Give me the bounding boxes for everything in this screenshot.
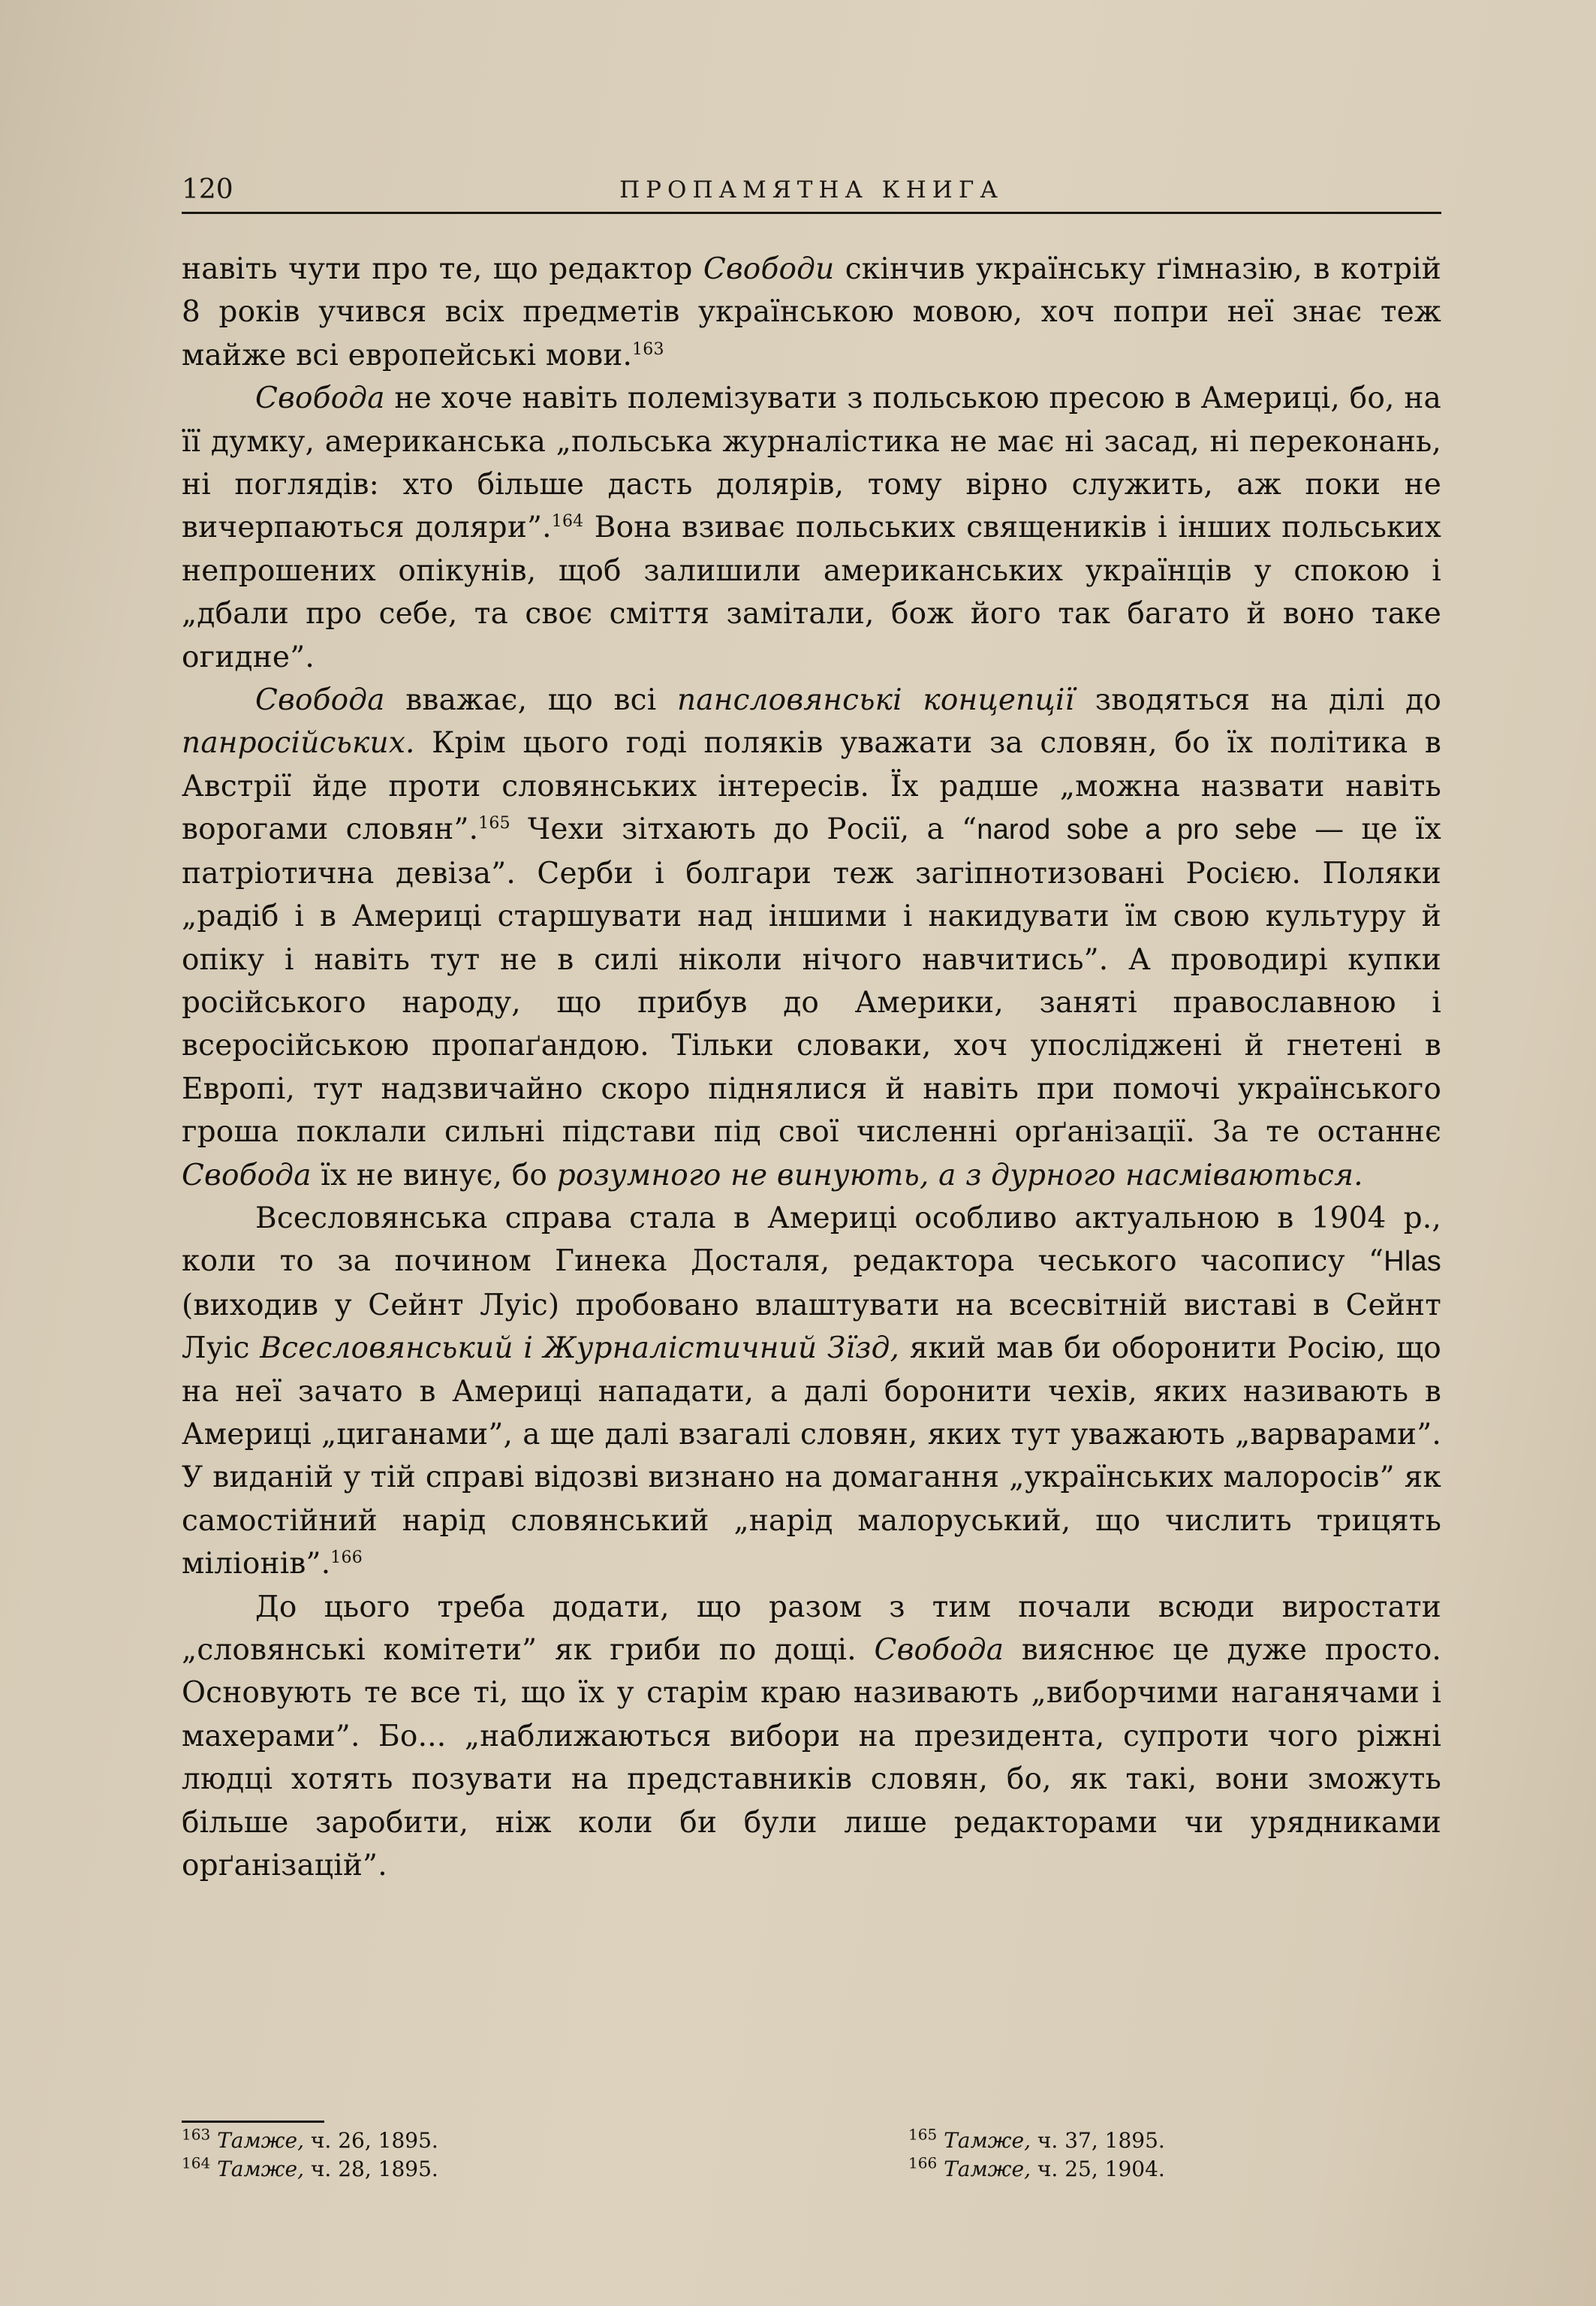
text-run: Крім цього годі поляків уважати за словян, бо їх політика в Австрії йде проти словянських інтересів. Їх радше „можна назвати навіть ворогами словян”.: [182, 726, 1441, 847]
footnote-source: Тамже,: [217, 2157, 304, 2181]
footnote-divider: [182, 2121, 324, 2123]
footnote-reference: ч. 28, 1895.: [303, 2157, 438, 2181]
text-run: Вона взиває польських священиків і інших польських непрошених опікунів, щоб залишили американських українців у спокою і „дбали про себе, та своє сміття замітали, бож його так багато й воно таке огидне”.: [182, 511, 1441, 674]
italic-text: Свобода: [255, 683, 385, 718]
footnote: [908, 2155, 1165, 2184]
footnote-reference: ч. 37, 1895.: [1030, 2128, 1165, 2153]
italic-text: Свободи: [703, 252, 835, 286]
italic-text: Свобода: [255, 381, 385, 416]
body-text: [182, 248, 1441, 1887]
text-run: вважає, що всі: [384, 683, 677, 718]
footnote-source: Тамже,: [944, 2128, 1031, 2153]
footnote-number: 164: [182, 2154, 211, 2172]
text-run: Чехи зітхають до Росії, а “: [510, 812, 977, 847]
latin-text: narod sobe a pro sebe: [977, 814, 1297, 846]
italic-text: розумного не винують, а з дурного насміваються.: [556, 1158, 1363, 1192]
paragraph: [182, 248, 1441, 377]
footnotes: [182, 2127, 1441, 2187]
text-run: навіть чути про те, що редактор: [182, 252, 703, 286]
footnote-source: Тамже,: [217, 2128, 304, 2153]
text-run: який мав би оборонити Росію, що на неї зачато в Америці нападати, а далі боронити чехів, яких називають в Америці „циганами”, а ще далі взагалі словян, яких тут уважають „варварами”. У виданій у тій справі відозві визнано на домагання „українських малоросів” як самостійний нарід словянський „нарід малоруський, що числить трицять міліонів”.: [182, 1331, 1441, 1581]
footnote-reference-marker: 164: [551, 512, 584, 532]
text-run: До цього треба додати, що разом з тим почали всюди виростати „словянські комітети” як гриби по дощі.: [182, 1590, 1441, 1667]
footnote-reference-marker: 163: [632, 339, 664, 359]
text-run: (виходив у Сейнт Луіс) пробовано влаштувати на всесвітній виставі в Сейнт Луіс: [182, 1288, 1441, 1366]
footnote-reference: ч. 25, 1904.: [1030, 2157, 1165, 2181]
footnote-number: 165: [908, 2125, 938, 2144]
footnote: [908, 2127, 1165, 2155]
page-number: 120: [182, 174, 233, 205]
footnote-number: 166: [908, 2154, 938, 2172]
paragraph: [182, 377, 1441, 679]
latin-text: Hlas: [1384, 1246, 1441, 1278]
paragraph: [182, 679, 1441, 1197]
italic-text: пансловянські концепції: [676, 683, 1075, 718]
footnote-reference-marker: 166: [330, 1548, 363, 1568]
footnote-source: Тамже,: [944, 2157, 1031, 2181]
text-run: — це їх патріотична девіза”. Серби і болгари теж загіпнотизовані Росією. Поляки „радіб і в Америці старшувати над іншими і накидувати їм свою культуру й опіку і навіть тут не в силі ніколи нічого навчитись”. А проводирі купки російського народу, що прибув до Америки, заняті православною і всеросійською пропаґандою. Тільки словаки, хоч упосліджені й гнетені в Европі, тут надзвичайно скоро піднялися й навіть при помочі українського гроша поклали сильні підстави під свої численні орґанізації. За те останнє: [182, 812, 1442, 1150]
italic-text: Всесловянський і Журналістичний Зїзд,: [260, 1331, 900, 1366]
footnote-reference: ч. 26, 1895.: [303, 2128, 438, 2153]
text-run: скінчив українську ґімназію, в котрій 8 років учився всіх предметів українською мовою, хоч попри неї знає теж майже всі европейські мови.: [182, 252, 1441, 372]
running-head: ПРОПАМЯТНА КНИГА: [619, 176, 1004, 203]
paragraph: [182, 1586, 1441, 1888]
italic-text: Свобода: [874, 1633, 1004, 1667]
text-run: вияснює це дуже просто. Основують те все ті, що їх у старім краю називають „виборчими наганячами і махерами”. Бо... „наближаються вибори на президента, супроти чого ріжні людці хотять позувати на представників словян, бо, як такі, вони зможуть більше заробити, ніж коли би були лише редакторами чи урядниками орґанізацій”.: [182, 1633, 1441, 1883]
text-run: Всесловянська справа стала в Америці особливо актуальною в 1904 р., коли то за почином Гинека Досталя, редактора чеського часопису “: [182, 1201, 1441, 1279]
text-run: зводяться на ділі до: [1074, 683, 1441, 718]
text-run: не хоче навіть полемізувати з польською пресою в Америці, бо, на її думку, американська „польська журналістика не має ні засад, ні переконань, ні поглядів: хто більше дасть долярів, тому вірно служить, аж поки не вичерпаються доляри”.: [182, 381, 1441, 545]
footnote-reference-marker: 165: [478, 814, 510, 833]
italic-text: Свобода: [182, 1158, 312, 1192]
footnotes-left-column: [182, 2127, 438, 2184]
paragraph: [182, 1197, 1441, 1586]
footnote: [182, 2127, 438, 2155]
footnotes-right-column: [908, 2127, 1165, 2184]
footnote: [182, 2155, 438, 2184]
text-run: їх не винує, бо: [311, 1158, 557, 1192]
page-header: [182, 171, 1441, 214]
italic-text: панросійських.: [182, 726, 415, 761]
footnote-number: 163: [182, 2125, 211, 2144]
